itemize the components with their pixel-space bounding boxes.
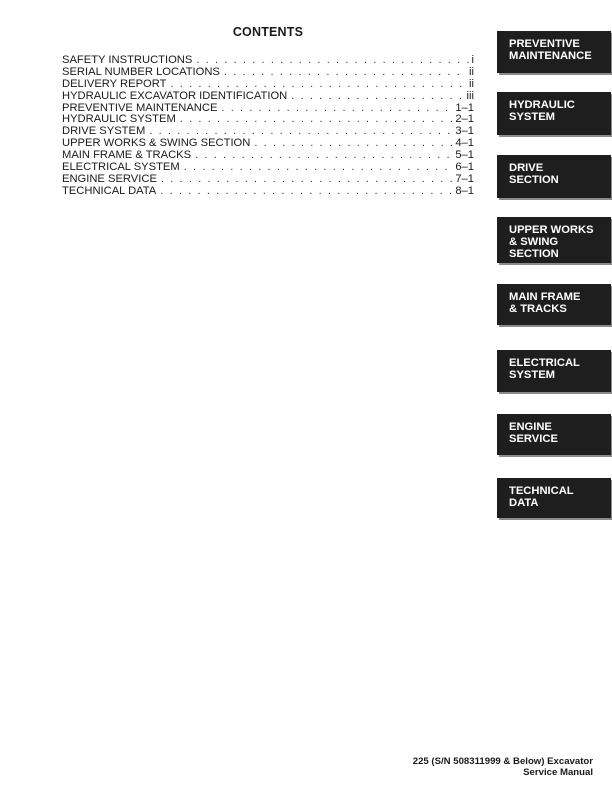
toc-page: 8–1: [455, 184, 474, 197]
toc-label: DELIVERY REPORT: [62, 77, 167, 90]
tab-engine-service[interactable]: [497, 414, 611, 455]
toc-label: DRIVE SYSTEM: [62, 125, 146, 138]
toc-page: 4–1: [455, 137, 474, 150]
tab-label-line: PREVENTIVE: [509, 38, 580, 50]
tab-label-line: DATA: [509, 497, 539, 509]
toc-page: 2–1: [455, 113, 474, 126]
toc-page: 7–1: [455, 172, 474, 185]
toc-label: ENGINE SERVICE: [62, 172, 157, 185]
tab-label-line: TECHNICAL: [509, 485, 574, 497]
tab-label-line: & TRACKS: [509, 303, 567, 315]
toc-label: ELECTRICAL SYSTEM: [62, 161, 180, 174]
tab-label-line: SYSTEM: [509, 369, 556, 381]
tab-label-line: ELECTRICAL: [509, 357, 580, 369]
tab-preventive-maintenance[interactable]: [497, 31, 611, 73]
toc-page: 3–1: [455, 125, 474, 138]
toc-page: 1–1: [455, 101, 474, 114]
toc-page: ii: [469, 77, 474, 90]
toc-label: HYDRAULIC EXCAVATOR IDENTIFICATION: [62, 89, 288, 102]
footer-model-line: 225 (S/N 508311999 & Below) Excavator: [412, 756, 593, 767]
tab-label-line: MAIN FRAME: [509, 291, 581, 303]
toc-label: PREVENTIVE MAINTENANCE: [62, 101, 218, 114]
tab-label-line: SERVICE: [509, 433, 558, 445]
toc-page: 5–1: [455, 149, 474, 162]
toc-page: ii: [469, 65, 474, 78]
toc-label: HYDRAULIC SYSTEM: [62, 113, 176, 126]
footer-manual-line: Service Manual: [523, 766, 593, 778]
toc-page: iii: [466, 89, 474, 102]
document-footer: [413, 757, 593, 778]
tab-label-line: SECTION: [509, 248, 559, 260]
toc-label: UPPER WORKS & SWING SECTION: [62, 137, 251, 150]
tab-label-line: SYSTEM: [509, 111, 556, 123]
toc-label: TECHNICAL DATA: [62, 184, 157, 197]
tab-drive-section[interactable]: [497, 155, 611, 198]
tab-label-line: SECTION: [509, 174, 559, 186]
tab-label-line: HYDRAULIC: [509, 99, 575, 111]
tab-electrical-system[interactable]: [497, 350, 611, 392]
tab-label-line: DRIVE: [509, 162, 544, 174]
toc-label: SAFETY INSTRUCTIONS: [62, 54, 193, 66]
tab-hydraulic-system[interactable]: [497, 92, 611, 135]
tab-upper-works-swing-section[interactable]: [497, 217, 611, 263]
tab-label-line: MAINTENANCE: [509, 50, 592, 62]
tab-main-frame-tracks[interactable]: [497, 284, 611, 325]
tab-label-line: UPPER WORKS: [509, 224, 594, 236]
page-title: CONTENTS: [232, 25, 304, 39]
toc-label: MAIN FRAME & TRACKS: [62, 149, 192, 162]
tab-label-line: ENGINE: [509, 421, 552, 433]
toc-label: SERIAL NUMBER LOCATIONS: [62, 65, 220, 78]
toc-page: i: [471, 54, 474, 66]
toc-page: 6–1: [455, 161, 474, 174]
tab-label-line: & SWING: [509, 236, 559, 248]
tab-technical-data[interactable]: [497, 478, 611, 518]
